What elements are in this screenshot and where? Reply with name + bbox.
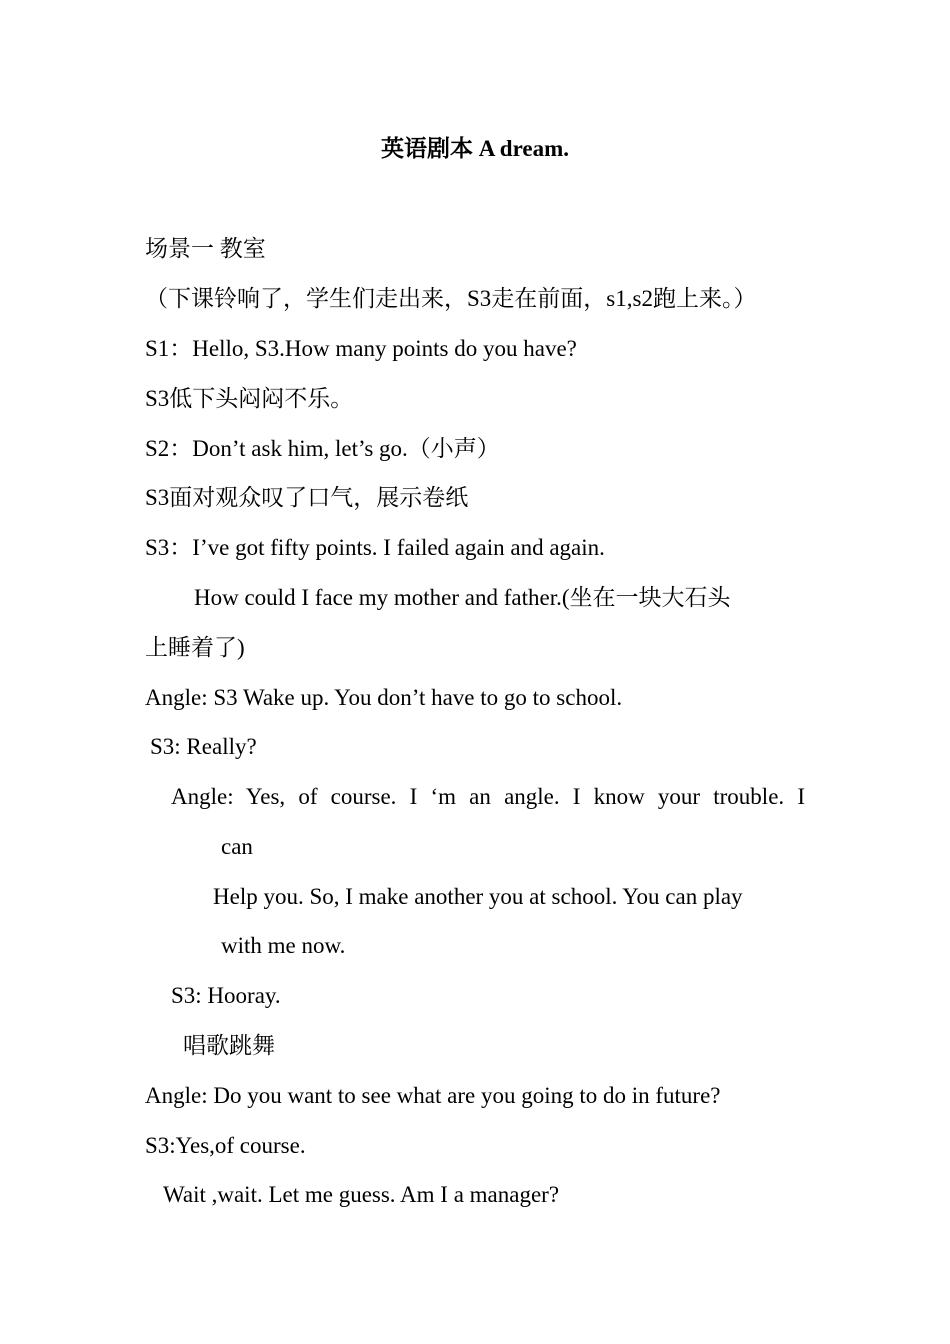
dialogue-line: Wait ,wait. Let me guess. Am I a manager? [163, 1182, 560, 1207]
dialogue-line: S3: Really? [150, 734, 257, 759]
dialogue-line: S2：Don’t ask him, let’s go.（小声） [145, 436, 500, 461]
stage-direction: S3低下头闷闷不乐。 [145, 386, 354, 411]
dialogue-line: S3:Yes,of course. [145, 1133, 306, 1158]
dialogue-line: with me now. [221, 933, 346, 958]
dialogue-line: S1：Hello, S3.How many points do you have? [145, 336, 577, 361]
document-title: 英语剧本 A dream. [380, 136, 570, 161]
stage-direction: S3面对观众叹了口气，展示卷纸 [145, 485, 469, 510]
dialogue-line: 上睡着了) [145, 635, 245, 660]
dialogue-line: S3: Hooray. [171, 983, 281, 1008]
dialogue-line: Angle: Do you want to see what are you going to do in future? [145, 1083, 721, 1108]
dialogue-line: can [221, 834, 253, 859]
dialogue-line: Angle: S3 Wake up. You don’t have to go to school. [145, 685, 623, 710]
dialogue-line-text: Angle: Yes, of course. I ‘m an angle. I know your trouble. I [171, 784, 805, 809]
stage-direction: （下课铃响了，学生们走出来，S3走在前面，s1,s2跑上来。） [145, 286, 757, 311]
dialogue-line: How could I face my mother and father.(坐在一块大石头 [194, 585, 731, 610]
dialogue-line: S3：I’ve got fifty points. I failed again and again. [145, 535, 605, 560]
scene-heading: 场景一 教室 [145, 236, 266, 261]
dialogue-line [171, 782, 805, 812]
stage-direction: 唱歌跳舞 [183, 1033, 275, 1058]
dialogue-line: Help you. So, I make another you at school. You can play [213, 884, 743, 909]
